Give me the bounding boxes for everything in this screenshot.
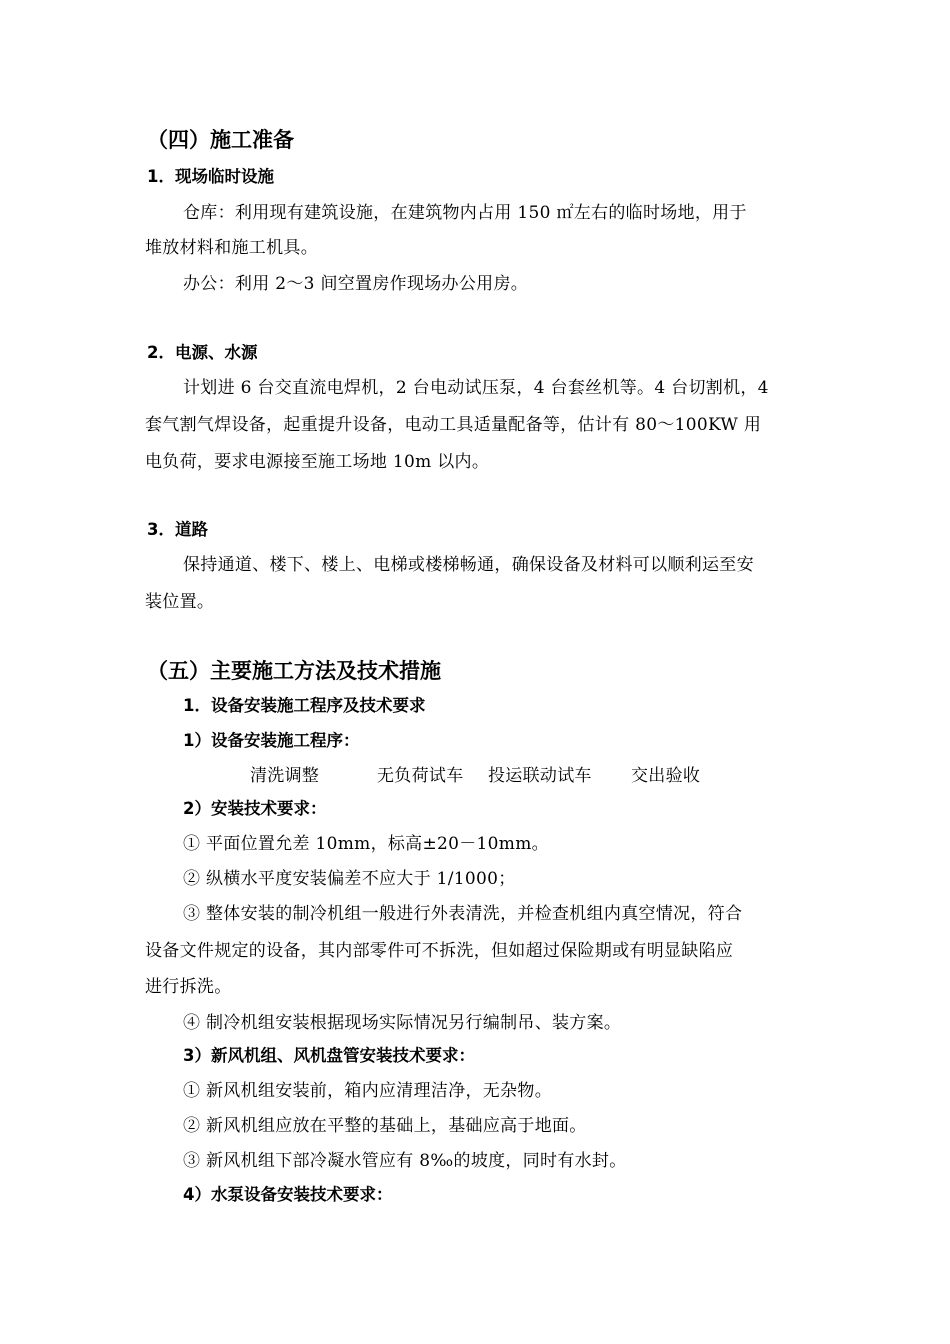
paragraph-warehouse-line2: 堆放材料和施工机具。 bbox=[145, 238, 318, 258]
heading-roads: 3．道路 bbox=[147, 520, 208, 539]
procedure-step: 无负荷试车 bbox=[377, 766, 464, 786]
heading-equipment-install: 1．设备安装施工程序及技术要求 bbox=[183, 696, 426, 715]
requirement-item-4: ④ 制冷机组安装根据现场实际情况另行编制吊、装方案。 bbox=[183, 1013, 622, 1033]
requirement-item-3-line3: 进行拆洗。 bbox=[145, 977, 232, 997]
requirement-item-3-line2: 设备文件规定的设备，其内部零件可不拆洗，但如超过保险期或有明显缺陷应 bbox=[145, 941, 734, 961]
fresh-air-item-3: ③ 新风机组下部冷凝水管应有 8‰的坡度，同时有水封。 bbox=[183, 1151, 627, 1171]
heading-pump-install: 4）水泵设备安装技术要求： bbox=[183, 1185, 393, 1204]
paragraph-roads-line1: 保持通道、楼下、楼上、电梯或楼梯畅通，确保设备及材料可以顺利运至安 bbox=[183, 555, 754, 575]
procedure-step: 投运联动试车 bbox=[488, 766, 592, 786]
paragraph-roads-line2: 装位置。 bbox=[145, 592, 215, 612]
procedure-step: 清洗调整 bbox=[250, 766, 320, 786]
paragraph-power-line2: 套气割气焊设备，起重提升设备，电动工具适量配备等，估计有 80～100KW 用 bbox=[145, 415, 762, 435]
paragraph-power-line1: 计划进 6 台交直流电焊机，2 台电动试压泵，4 台套丝机等。4 台切割机，4 bbox=[183, 378, 769, 398]
fresh-air-item-1: ① 新风机组安装前，箱内应清理洁净，无杂物。 bbox=[183, 1081, 553, 1101]
requirement-item-1: ① 平面位置允差 10mm，标高±20－10mm。 bbox=[183, 834, 549, 854]
paragraph-warehouse-line1: 仓库：利用现有建筑设施，在建筑物内占用 150 ㎡左右的临时场地，用于 bbox=[183, 203, 747, 223]
heading-temporary-facilities: 1．现场临时设施 bbox=[147, 167, 274, 186]
paragraph-power-line3: 电负荷，要求电源接至施工场地 10m 以内。 bbox=[145, 452, 490, 472]
heading-install-requirements: 2）安装技术要求： bbox=[183, 799, 327, 818]
procedure-step: 交出验收 bbox=[631, 766, 701, 786]
heading-fresh-air-unit: 3）新风机组、风机盘管安装技术要求： bbox=[183, 1046, 475, 1065]
paragraph-office: 办公：利用 2～3 间空置房作现场办公用房。 bbox=[183, 274, 529, 294]
procedure-steps bbox=[250, 761, 700, 786]
heading-power-water: 2．电源、水源 bbox=[147, 343, 258, 362]
section-4-title: （四）施工准备 bbox=[147, 128, 294, 152]
requirement-item-2: ② 纵横水平度安装偏差不应大于 1/1000； bbox=[183, 869, 516, 889]
fresh-air-item-2: ② 新风机组应放在平整的基础上，基础应高于地面。 bbox=[183, 1116, 587, 1136]
section-5-title: （五）主要施工方法及技术措施 bbox=[147, 659, 441, 683]
heading-install-procedure: 1）设备安装施工程序： bbox=[183, 731, 360, 750]
requirement-item-3-line1: ③ 整体安装的制冷机组一般进行外表清洗，并检查机组内真空情况，符合 bbox=[183, 904, 743, 924]
